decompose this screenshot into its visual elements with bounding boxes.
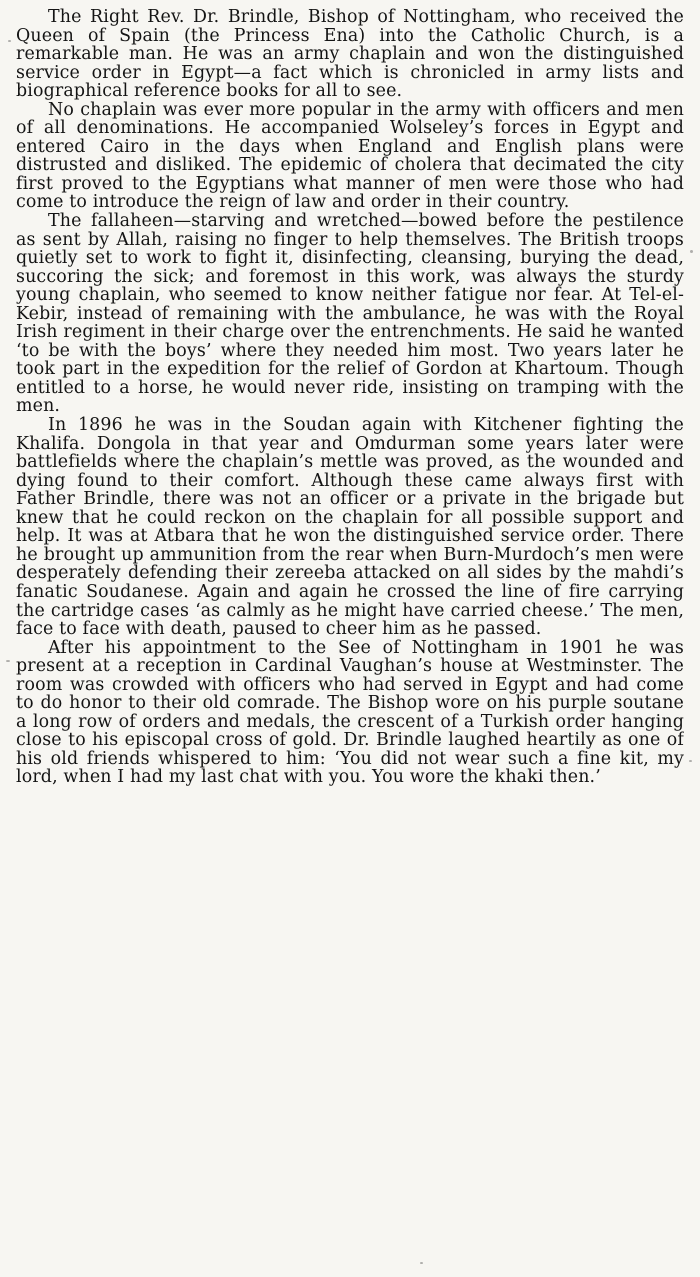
print-speck: [420, 1262, 423, 1264]
article-paragraph: After his appointment to the See of Nottingham in 1901 he was present at a reception in Cardinal Vaughan’s house at Westminster. The room was crowded with officers who had served in Egypt and had come to do honor to their old comrade. The Bishop wore on his purple soutane a long row of orders and medals, the crescent of a Turkish order hanging close to his episcopal cross of gold. Dr. Brindle laughed heartily as one of his old friends whispered to him: ‘You did not wear such a fine kit, my lord, when I had my last chat with you. You wore the khaki then.’: [16, 637, 684, 788]
article-paragraph: The Right Rev. Dr. Brindle, Bishop of Nottingham, who received the Queen of Spain (the Princess Ena) into the Catholic Church, is a remarkable man. He was an army chaplain and won the distinguished service order in Egypt—a fact which is chronicled in army lists and biographical reference books for all to see.: [16, 8, 684, 102]
article-column: [16, 8, 684, 1270]
article-paragraph: In 1896 he was in the Soudan again with Kitchener fighting the Khalifa. Dongola in that year and Omdurman some years later were battlefields where the chaplain’s mettle was proved, as the wounded and dying found to their comfort. Although these came always first with Father Brindle, there was not an officer or a private in the brigade but knew that he could reckon on the chaplain for all possible support and help. It was at Atbara that he won the distinguished service order. There he brought up ammunition from the rear when Burn-Murdoch’s men were desperately defending their zereeba attacked on all sides by the mahdi’s fanatic Soudanese. Again and again he crossed the line of fire carrying the cartridge cases ‘as calmly as he might have carried cheese.’ The men, face to face with death, paused to cheer him as he passed.: [16, 415, 684, 640]
print-speck: [8, 40, 11, 42]
print-speck: [690, 250, 693, 253]
article-paragraph: No chaplain was ever more popular in the army with officers and men of all denominations. He accompanied Wolseley’s forces in Egypt and entered Cairo in the days when England and English plans were distrusted and disliked. The epidemic of cholera that decimated the city first proved to the Egyptians what manner of men were those who had come to introduce the reign of law and order in their country.: [16, 99, 684, 213]
article-paragraph: The fallaheen—starving and wretched—bowed before the pestilence as sent by Allah, raising no finger to help themselves. The British troops quietly set to work to fight it, disinfecting, cleansing, burying the dead, succoring the sick; and foremost in this work, was always the sturdy young chaplain, who seemed to know neither fatigue nor fear. At Tel-el-Kebir, instead of remaining with the ambulance, he was with the Royal Irish regiment in their charge over the entrenchments. He said he wanted ‘to be with the boys’ where they needed him most. Two years later he took part in the expedition for the relief of Gordon at Khartoum. Though entitled to a horse, he would never ride, insisting on tramping with the men.: [16, 211, 684, 417]
print-speck: [689, 760, 692, 762]
print-speck: [6, 660, 10, 662]
